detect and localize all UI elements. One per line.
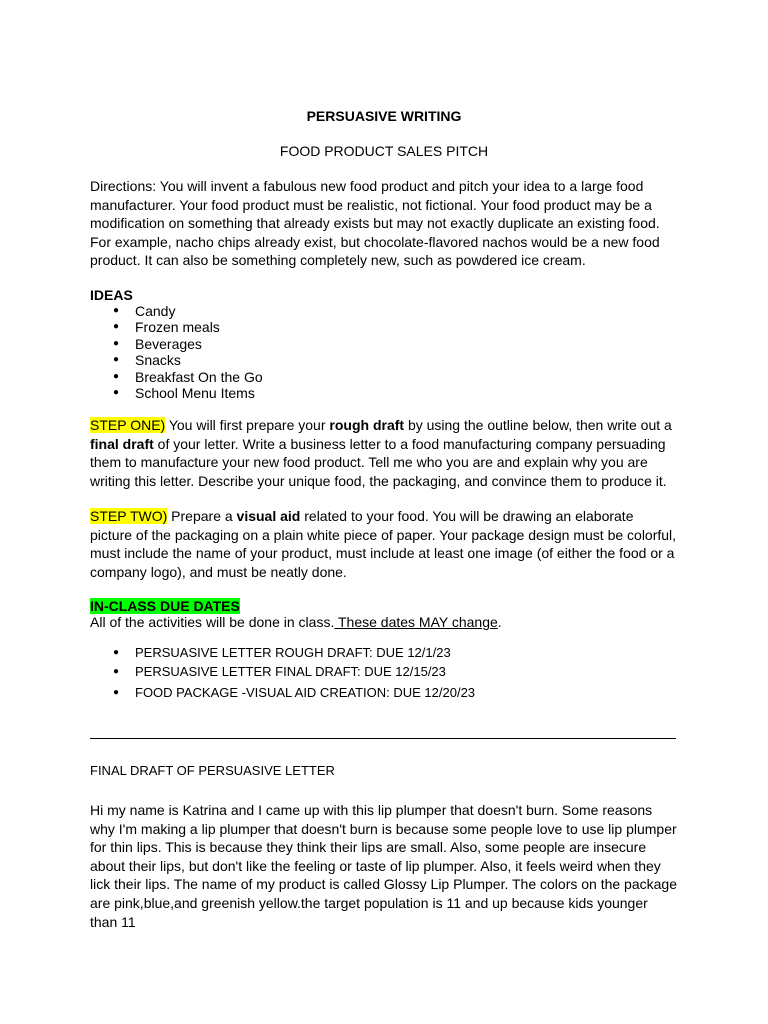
list-item: ● Breakfast On the Go — [90, 369, 678, 385]
due-dates-list — [90, 645, 678, 704]
step-two-text: Prepare a — [167, 508, 237, 524]
list-item: ● PERSUASIVE LETTER FINAL DRAFT: DUE 12/15/23 — [90, 664, 678, 680]
due-intro-end: . — [497, 614, 502, 630]
ideas-heading: IDEAS — [90, 287, 133, 303]
list-item: ● Snacks — [90, 352, 678, 368]
step-two-text: related to your food. You will be drawing an elaborate picture of the packaging on a plain white piece of paper. Your package design must be colorful, must include the name of your product, must include at least one image (of either the food or a company logo), and must be neatly done. — [90, 508, 677, 580]
step-one-label: STEP ONE) — [90, 417, 166, 433]
list-item: ● Candy — [90, 303, 678, 319]
due-intro-text: All of the activities will be done in class. — [90, 614, 335, 630]
step-one-text: You will first prepare your — [165, 417, 330, 433]
due-dates-heading: IN-CLASS DUE DATES — [90, 598, 240, 614]
final-draft-body: Hi my name is Katrina and I came up with this lip plumper that doesn't burn. Some reasons why I'm making a lip plumper that doesn't burn is because some people love to use lip plumper for thin lips. This is because they think their lips are small. Also, some people are insecure about their lips, but don't like the feeling or taste of lip plumper. Also, it feels weird when they lick their lips. The name of my product is called Glossy Lip Plumper. The colors on the package are pink,blue,and greenish yellow.the target population is 11 and up because kids younger than 11 — [90, 802, 677, 930]
final-draft-term: final draft — [90, 435, 154, 452]
ideas-list — [90, 303, 678, 401]
page-subtitle: FOOD PRODUCT SALES PITCH — [279, 143, 489, 159]
step-two-label: STEP TWO) — [90, 508, 168, 524]
list-item: ● Beverages — [90, 336, 678, 352]
page-title: PERSUASIVE WRITING — [306, 108, 462, 124]
directions-paragraph: Directions: You will invent a fabulous new food product and pitch your idea to a large food manufacturer. Your food product must be realistic, not fictional. Your food product may be a modification on something that already exists but may not exactly duplicate an existing food. For example, nacho chips already exist, but chocolate-flavored nachos would be a new food product. It can also be something completely new, such as powdered ice cream. — [90, 178, 660, 269]
rough-draft-term: rough draft — [329, 417, 405, 433]
horizontal-rule — [90, 738, 676, 739]
list-item: ● FOOD PACKAGE -VISUAL AID CREATION: DUE 12/20/23 — [90, 685, 678, 701]
list-item: ● Frozen meals — [90, 319, 678, 335]
step-two-paragraph — [90, 507, 678, 581]
list-item: ● School Menu Items — [90, 385, 678, 401]
step-one-text: by using the outline below, then write out a — [404, 417, 672, 433]
step-one-text: of your letter. Write a business letter to a food manufacturing company persuading them to manufacture your new food product. Tell me who you are and explain why you are writing this letter. Describe your unique food, the packaging, and convince them to produce it. — [90, 435, 667, 489]
due-dates-heading-row — [90, 598, 678, 614]
visual-aid-term: visual aid — [236, 508, 301, 524]
due-intro-underlined: These dates MAY change — [334, 614, 498, 630]
final-draft-heading: FINAL DRAFT OF PERSUASIVE LETTER — [90, 763, 335, 778]
due-dates-intro — [90, 614, 678, 630]
step-one-paragraph — [90, 416, 678, 490]
list-item: ● PERSUASIVE LETTER ROUGH DRAFT: DUE 12/1/23 — [90, 645, 678, 661]
